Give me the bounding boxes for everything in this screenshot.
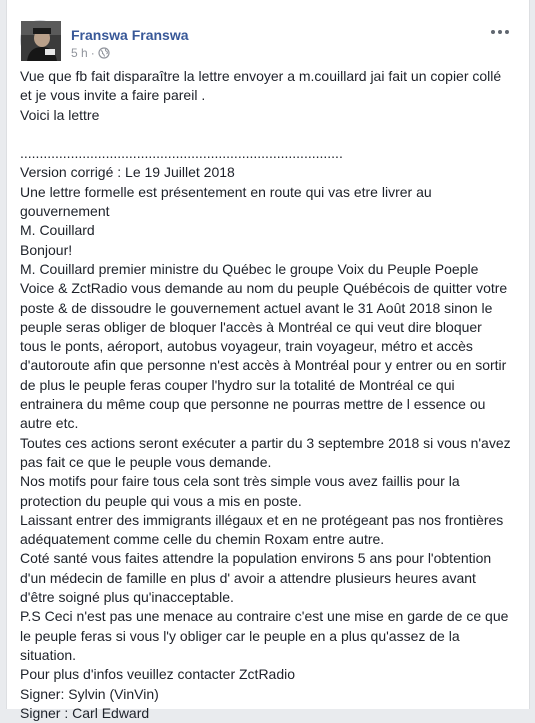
post-text-line: entrainera du même coup que personne ne pourras mettre de l essence ou <box>20 396 486 413</box>
post-text-line: Voice & ZctRadio vous demande au nom du peuple Québécois de quitter votre <box>20 280 508 297</box>
post-text-line: d'un médecin de famille en plus d' avoir a attendre plusieurs heures avant <box>20 569 476 586</box>
post-text-line: pas fait ce que le peuple vous demande. <box>20 453 272 470</box>
post-text-line: le peuple feras si vous l'y obliger car le peuple en a plus qu'assez de la <box>20 627 460 644</box>
post-text-line: Toutes ces actions seront exécuter a partir du 3 septembre 2018 si vous n'avez <box>20 434 511 451</box>
post-text-line: gouvernement <box>20 203 110 220</box>
more-dots-icon-dot-2 <box>498 30 502 34</box>
post-text-line: adéquatement comme celle du chemin Roxam entre autre. <box>20 531 385 548</box>
post-text-line: d'être soigné plus qu'inacceptable. <box>20 589 234 606</box>
post-text-line: Vue que fb fait disparaître la lettre envoyer a m.couillard jai fait un copier collé <box>20 68 502 84</box>
more-dots-icon-dot-3 <box>505 30 509 34</box>
more-options-button[interactable] <box>490 24 510 40</box>
post-meta <box>71 46 110 60</box>
post-text-line: Nos motifs pour faire tous cela sont très simple vous avez faillis pour la <box>20 473 460 490</box>
post-text-line: Signer: Sylvin (VinVin) <box>20 685 159 702</box>
more-dots-icon <box>491 30 495 34</box>
post-text-line: Bonjour! <box>20 241 73 258</box>
post-text-line <box>20 125 520 144</box>
post-text-line: protection du peuple qui vous a mis en poste. <box>20 492 302 509</box>
post-text-line: ................................................................................... <box>20 145 343 162</box>
post-text-line: situation. <box>20 646 77 663</box>
post-text-line: Version corrigé : Le 19 Juillet 2018 <box>20 164 235 181</box>
post-text-line: peuple seras obliger de bloquer l'accès à Montréal ce qui veut dire bloquer <box>20 318 482 335</box>
post-text-line: autre etc. <box>20 415 79 432</box>
post-text-line: M. Couillard premier ministre du Québec le groupe Voix du Peuple Poeple <box>20 260 479 277</box>
post-header <box>20 20 510 62</box>
post-text-line: de plus le peuple feras couper l'hydro sur la totalité de Montréal ce qui <box>20 376 455 393</box>
meta-separator: · <box>90 46 95 60</box>
post-text-line: Laissant entrer des immigrants illégaux et en ne protégeant pas nos frontières <box>20 511 504 528</box>
post-text-line: Coté santé vous faites attendre la population environs 5 ans pour l'obtention <box>20 550 492 567</box>
author-name[interactable]: Franswa Franswa <box>71 27 189 43</box>
post-text-line: d'autoroute afin que personne n'est accès à Montréal pour y entrer ou en sortir <box>20 357 507 374</box>
post-body <box>20 67 520 723</box>
post-card <box>6 0 530 721</box>
post-text-line: poste & de dissoudre le gouvernement actuel avant le 31 Août 2018 sinon le <box>20 299 493 316</box>
post-timestamp[interactable]: 5 h <box>71 46 88 60</box>
post-text-line: tous le ponts, aéroport, autobus voyageur, train voyageur, métro et accès <box>20 338 473 355</box>
avatar[interactable] <box>20 20 60 60</box>
post-text-line: Voici la lettre <box>20 106 100 123</box>
post-text-line: Signer : Carl Edward <box>20 704 150 721</box>
post-text-line: P.S Ceci n'est pas une menace au contraire c'est une mise en garde de ce que <box>20 608 509 625</box>
globe-icon[interactable] <box>98 47 110 59</box>
post-text-line: Une lettre formelle est présentement en route qui vas etre livrer au <box>20 183 432 200</box>
post-text-line: M. Couillard <box>20 222 95 239</box>
post-text-line: Pour plus d'infos veuillez contacter ZctRadio <box>20 666 296 683</box>
post-text-line: et je vous invite a faire pareil . <box>20 87 206 104</box>
